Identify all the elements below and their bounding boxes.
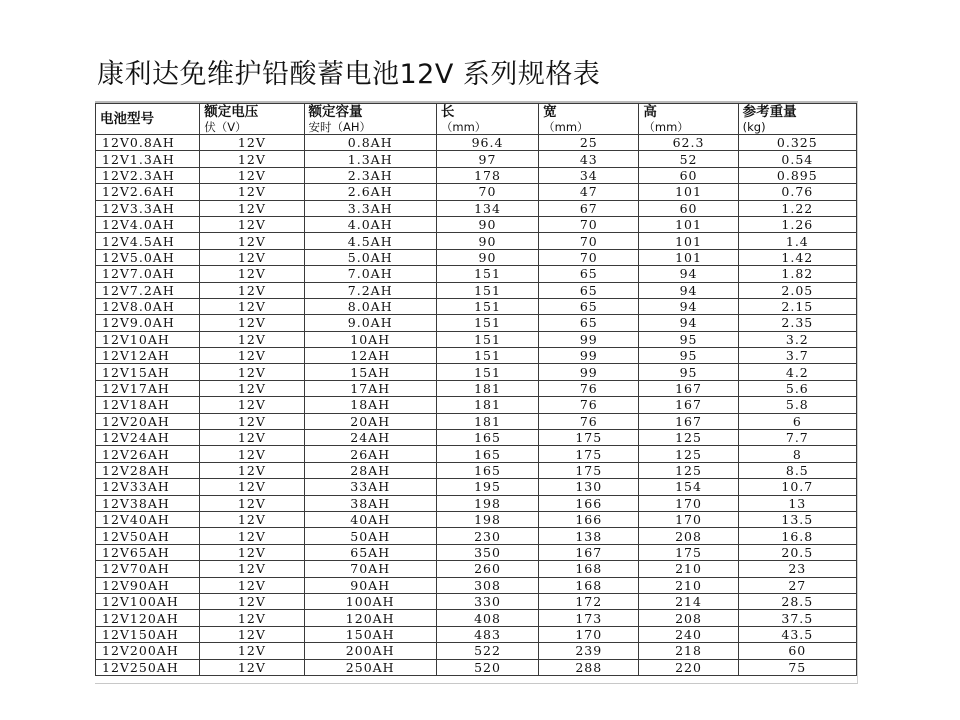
cell-weight: 8.5: [738, 462, 856, 478]
cell-length: 165: [436, 446, 538, 462]
cell-height: 94: [639, 298, 738, 314]
cell-width: 34: [539, 167, 639, 183]
cell-model: 12V15AH: [96, 364, 200, 380]
cell-weight: 1.26: [738, 216, 856, 232]
cell-voltage: 12V: [200, 659, 304, 675]
table-row: [96, 430, 857, 446]
cell-length: 308: [436, 577, 538, 593]
cell-capacity: 5.0AH: [304, 249, 436, 265]
cell-width: 239: [539, 643, 639, 659]
cell-height: 175: [639, 544, 738, 560]
cell-length: 198: [436, 495, 538, 511]
cell-width: 99: [539, 348, 639, 364]
cell-length: 97: [436, 151, 538, 167]
cell-model: 12V38AH: [96, 495, 200, 511]
table-row: [96, 331, 857, 347]
cell-length: 70: [436, 184, 538, 200]
cell-height: 62.3: [639, 135, 738, 151]
cell-voltage: 12V: [200, 380, 304, 396]
header-capacity: 额定容量: [304, 104, 436, 121]
cell-weight: 27: [738, 577, 856, 593]
cell-model: 12V100AH: [96, 593, 200, 609]
cell-model: 12V2.3AH: [96, 167, 200, 183]
header-width: 宽: [539, 104, 639, 121]
unit-capacity: 安时（AH）: [304, 120, 436, 135]
cell-height: 240: [639, 626, 738, 642]
cell-voltage: 12V: [200, 282, 304, 298]
cell-model: 12V28AH: [96, 462, 200, 478]
cell-model: 12V33AH: [96, 479, 200, 495]
cell-width: 166: [539, 495, 639, 511]
cell-length: 350: [436, 544, 538, 560]
cell-voltage: 12V: [200, 298, 304, 314]
header-voltage: 额定电压: [200, 104, 304, 121]
cell-weight: 37.5: [738, 610, 856, 626]
cell-height: 214: [639, 593, 738, 609]
table-row: [96, 380, 857, 396]
cell-width: 65: [539, 298, 639, 314]
cell-width: 175: [539, 462, 639, 478]
cell-height: 167: [639, 380, 738, 396]
cell-length: 181: [436, 413, 538, 429]
cell-width: 65: [539, 266, 639, 282]
cell-width: 172: [539, 593, 639, 609]
cell-weight: 0.76: [738, 184, 856, 200]
cell-length: 330: [436, 593, 538, 609]
table-row: [96, 495, 857, 511]
cell-voltage: 12V: [200, 495, 304, 511]
cell-voltage: 12V: [200, 413, 304, 429]
cell-length: 230: [436, 528, 538, 544]
cell-weight: 0.895: [738, 167, 856, 183]
cell-capacity: 40AH: [304, 511, 436, 527]
cell-width: 130: [539, 479, 639, 495]
cell-length: 260: [436, 561, 538, 577]
cell-capacity: 90AH: [304, 577, 436, 593]
table-row: [96, 151, 857, 167]
cell-width: 167: [539, 544, 639, 560]
cell-weight: 2.35: [738, 315, 856, 331]
cell-height: 167: [639, 397, 738, 413]
cell-model: 12V65AH: [96, 544, 200, 560]
cell-width: 173: [539, 610, 639, 626]
header-length: 长: [436, 104, 538, 121]
cell-height: 101: [639, 233, 738, 249]
table-row: [96, 643, 857, 659]
cell-height: 208: [639, 610, 738, 626]
cell-capacity: 120AH: [304, 610, 436, 626]
cell-length: 134: [436, 200, 538, 216]
cell-length: 151: [436, 364, 538, 380]
cell-model: 12V24AH: [96, 430, 200, 446]
cell-voltage: 12V: [200, 479, 304, 495]
cell-voltage: 12V: [200, 626, 304, 642]
table-row: [96, 216, 857, 232]
cell-height: 220: [639, 659, 738, 675]
cell-capacity: 28AH: [304, 462, 436, 478]
cell-capacity: 12AH: [304, 348, 436, 364]
cell-model: 12V250AH: [96, 659, 200, 675]
cell-width: 67: [539, 200, 639, 216]
cell-height: 95: [639, 348, 738, 364]
cell-voltage: 12V: [200, 200, 304, 216]
cell-weight: 2.15: [738, 298, 856, 314]
table-row: [96, 348, 857, 364]
cell-model: 12V40AH: [96, 511, 200, 527]
cell-voltage: 12V: [200, 135, 304, 151]
cell-model: 12V150AH: [96, 626, 200, 642]
cell-voltage: 12V: [200, 331, 304, 347]
table-body: [96, 135, 857, 676]
cell-width: 65: [539, 282, 639, 298]
cell-weight: 43.5: [738, 626, 856, 642]
cell-length: 178: [436, 167, 538, 183]
cell-voltage: 12V: [200, 216, 304, 232]
cell-model: 12V26AH: [96, 446, 200, 462]
cell-weight: 16.8: [738, 528, 856, 544]
cell-length: 165: [436, 462, 538, 478]
cell-voltage: 12V: [200, 511, 304, 527]
cell-height: 170: [639, 495, 738, 511]
table-row: [96, 561, 857, 577]
cell-capacity: 2.3AH: [304, 167, 436, 183]
cell-voltage: 12V: [200, 151, 304, 167]
cell-model: 12V12AH: [96, 348, 200, 364]
cell-height: 101: [639, 249, 738, 265]
cell-capacity: 100AH: [304, 593, 436, 609]
cell-length: 181: [436, 380, 538, 396]
cell-width: 175: [539, 430, 639, 446]
cell-weight: 10.7: [738, 479, 856, 495]
cell-voltage: 12V: [200, 528, 304, 544]
cell-capacity: 24AH: [304, 430, 436, 446]
cell-model: 12V9.0AH: [96, 315, 200, 331]
cell-length: 151: [436, 331, 538, 347]
cell-capacity: 20AH: [304, 413, 436, 429]
cell-height: 210: [639, 577, 738, 593]
table-row: [96, 167, 857, 183]
cell-height: 167: [639, 413, 738, 429]
cell-capacity: 50AH: [304, 528, 436, 544]
header-weight: 参考重量: [738, 104, 856, 121]
cell-weight: 20.5: [738, 544, 856, 560]
cell-model: 12V70AH: [96, 561, 200, 577]
unit-row: [96, 120, 857, 135]
cell-height: 101: [639, 184, 738, 200]
table-row: [96, 184, 857, 200]
cell-width: 70: [539, 233, 639, 249]
table-row: [96, 462, 857, 478]
cell-weight: 28.5: [738, 593, 856, 609]
cell-width: 168: [539, 561, 639, 577]
cell-height: 101: [639, 216, 738, 232]
cell-voltage: 12V: [200, 544, 304, 560]
page-title: 康利达免维护铅酸蓄电池12V 系列规格表: [97, 59, 601, 90]
cell-weight: 1.42: [738, 249, 856, 265]
cell-model: 12V4.5AH: [96, 233, 200, 249]
cell-model: 12V4.0AH: [96, 216, 200, 232]
cell-voltage: 12V: [200, 577, 304, 593]
cell-model: 12V7.0AH: [96, 266, 200, 282]
cell-height: 95: [639, 364, 738, 380]
cell-length: 151: [436, 282, 538, 298]
cell-length: 151: [436, 298, 538, 314]
table-row: [96, 282, 857, 298]
cell-capacity: 200AH: [304, 643, 436, 659]
cell-weight: 2.05: [738, 282, 856, 298]
cell-capacity: 38AH: [304, 495, 436, 511]
cell-capacity: 8.0AH: [304, 298, 436, 314]
table-row: [96, 610, 857, 626]
cell-model: 12V20AH: [96, 413, 200, 429]
cell-height: 154: [639, 479, 738, 495]
cell-length: 483: [436, 626, 538, 642]
cell-width: 175: [539, 446, 639, 462]
cell-voltage: 12V: [200, 462, 304, 478]
cell-voltage: 12V: [200, 397, 304, 413]
cell-length: 195: [436, 479, 538, 495]
header-model: 电池型号: [96, 104, 200, 135]
table-row: [96, 397, 857, 413]
header-height: 高: [639, 104, 738, 121]
cell-model: 12V10AH: [96, 331, 200, 347]
cell-width: 170: [539, 626, 639, 642]
cell-capacity: 17AH: [304, 380, 436, 396]
cell-length: 90: [436, 216, 538, 232]
cell-capacity: 4.0AH: [304, 216, 436, 232]
cell-voltage: 12V: [200, 315, 304, 331]
cell-capacity: 26AH: [304, 446, 436, 462]
cell-length: 165: [436, 430, 538, 446]
table-row: [96, 298, 857, 314]
table-row: [96, 577, 857, 593]
cell-height: 52: [639, 151, 738, 167]
cell-width: 76: [539, 413, 639, 429]
table-row: [96, 200, 857, 216]
cell-voltage: 12V: [200, 593, 304, 609]
cell-model: 12V17AH: [96, 380, 200, 396]
cell-voltage: 12V: [200, 249, 304, 265]
cell-width: 76: [539, 380, 639, 396]
cell-width: 65: [539, 315, 639, 331]
cell-height: 94: [639, 315, 738, 331]
cell-model: 12V90AH: [96, 577, 200, 593]
cell-width: 47: [539, 184, 639, 200]
unit-voltage: 伏（V）: [200, 120, 304, 135]
cell-voltage: 12V: [200, 167, 304, 183]
battery-spec-table: [95, 103, 857, 676]
table-row: [96, 593, 857, 609]
cell-width: 288: [539, 659, 639, 675]
cell-weight: 13.5: [738, 511, 856, 527]
cell-height: 94: [639, 282, 738, 298]
cell-model: 12V120AH: [96, 610, 200, 626]
cell-capacity: 10AH: [304, 331, 436, 347]
cell-capacity: 65AH: [304, 544, 436, 560]
cell-weight: 1.22: [738, 200, 856, 216]
cell-length: 96.4: [436, 135, 538, 151]
cell-height: 94: [639, 266, 738, 282]
cell-weight: 0.54: [738, 151, 856, 167]
cell-capacity: 1.3AH: [304, 151, 436, 167]
cell-height: 125: [639, 430, 738, 446]
cell-model: 12V3.3AH: [96, 200, 200, 216]
cell-model: 12V18AH: [96, 397, 200, 413]
cell-width: 70: [539, 249, 639, 265]
cell-weight: 60: [738, 643, 856, 659]
cell-capacity: 9.0AH: [304, 315, 436, 331]
cell-length: 520: [436, 659, 538, 675]
cell-model: 12V7.2AH: [96, 282, 200, 298]
table-row: [96, 479, 857, 495]
cell-height: 60: [639, 200, 738, 216]
cell-model: 12V200AH: [96, 643, 200, 659]
cell-voltage: 12V: [200, 348, 304, 364]
table-row: [96, 249, 857, 265]
cell-model: 12V1.3AH: [96, 151, 200, 167]
cell-width: 168: [539, 577, 639, 593]
table-row: [96, 413, 857, 429]
cell-height: 60: [639, 167, 738, 183]
cell-width: 99: [539, 364, 639, 380]
cell-capacity: 250AH: [304, 659, 436, 675]
table-row: [96, 544, 857, 560]
table-row: [96, 626, 857, 642]
cell-height: 218: [639, 643, 738, 659]
cell-weight: 4.2: [738, 364, 856, 380]
table-row: [96, 446, 857, 462]
cell-capacity: 7.2AH: [304, 282, 436, 298]
cell-voltage: 12V: [200, 184, 304, 200]
cell-weight: 75: [738, 659, 856, 675]
unit-height: （mm）: [639, 120, 738, 135]
cell-capacity: 18AH: [304, 397, 436, 413]
cell-weight: 3.2: [738, 331, 856, 347]
cell-length: 198: [436, 511, 538, 527]
cell-width: 138: [539, 528, 639, 544]
cell-length: 408: [436, 610, 538, 626]
cell-height: 208: [639, 528, 738, 544]
cell-model: 12V0.8AH: [96, 135, 200, 151]
cell-capacity: 7.0AH: [304, 266, 436, 282]
cell-weight: 0.325: [738, 135, 856, 151]
cell-height: 125: [639, 446, 738, 462]
table-row: [96, 315, 857, 331]
cell-weight: 5.6: [738, 380, 856, 396]
cell-model: 12V8.0AH: [96, 298, 200, 314]
unit-width: （mm）: [539, 120, 639, 135]
cell-capacity: 150AH: [304, 626, 436, 642]
table-row: [96, 233, 857, 249]
cell-capacity: 70AH: [304, 561, 436, 577]
cell-width: 166: [539, 511, 639, 527]
cell-width: 76: [539, 397, 639, 413]
cell-length: 151: [436, 315, 538, 331]
cell-capacity: 3.3AH: [304, 200, 436, 216]
cell-capacity: 33AH: [304, 479, 436, 495]
cell-voltage: 12V: [200, 610, 304, 626]
cell-capacity: 0.8AH: [304, 135, 436, 151]
cell-voltage: 12V: [200, 446, 304, 462]
cell-voltage: 12V: [200, 266, 304, 282]
cell-height: 170: [639, 511, 738, 527]
cell-width: 99: [539, 331, 639, 347]
cell-length: 181: [436, 397, 538, 413]
table-row: [96, 528, 857, 544]
cell-weight: 5.8: [738, 397, 856, 413]
cell-voltage: 12V: [200, 430, 304, 446]
cell-weight: 1.4: [738, 233, 856, 249]
table-row: [96, 364, 857, 380]
cell-width: 43: [539, 151, 639, 167]
cell-voltage: 12V: [200, 643, 304, 659]
header-row: [96, 104, 857, 121]
cell-weight: 7.7: [738, 430, 856, 446]
cell-length: 522: [436, 643, 538, 659]
cell-capacity: 4.5AH: [304, 233, 436, 249]
cell-capacity: 15AH: [304, 364, 436, 380]
cell-model: 12V50AH: [96, 528, 200, 544]
spec-table-container: [95, 101, 858, 684]
cell-length: 151: [436, 348, 538, 364]
cell-height: 125: [639, 462, 738, 478]
cell-length: 151: [436, 266, 538, 282]
cell-weight: 8: [738, 446, 856, 462]
cell-weight: 23: [738, 561, 856, 577]
cell-capacity: 2.6AH: [304, 184, 436, 200]
cell-height: 210: [639, 561, 738, 577]
cell-weight: 13: [738, 495, 856, 511]
table-row: [96, 659, 857, 675]
cell-voltage: 12V: [200, 561, 304, 577]
cell-length: 90: [436, 249, 538, 265]
table-row: [96, 266, 857, 282]
cell-height: 95: [639, 331, 738, 347]
cell-width: 25: [539, 135, 639, 151]
cell-weight: 1.82: [738, 266, 856, 282]
cell-voltage: 12V: [200, 233, 304, 249]
table-row: [96, 135, 857, 151]
unit-weight: (kg): [738, 120, 856, 135]
cell-width: 70: [539, 216, 639, 232]
unit-length: （mm）: [436, 120, 538, 135]
cell-weight: 3.7: [738, 348, 856, 364]
cell-model: 12V5.0AH: [96, 249, 200, 265]
cell-model: 12V2.6AH: [96, 184, 200, 200]
cell-voltage: 12V: [200, 364, 304, 380]
cell-length: 90: [436, 233, 538, 249]
table-row: [96, 511, 857, 527]
cell-weight: 6: [738, 413, 856, 429]
